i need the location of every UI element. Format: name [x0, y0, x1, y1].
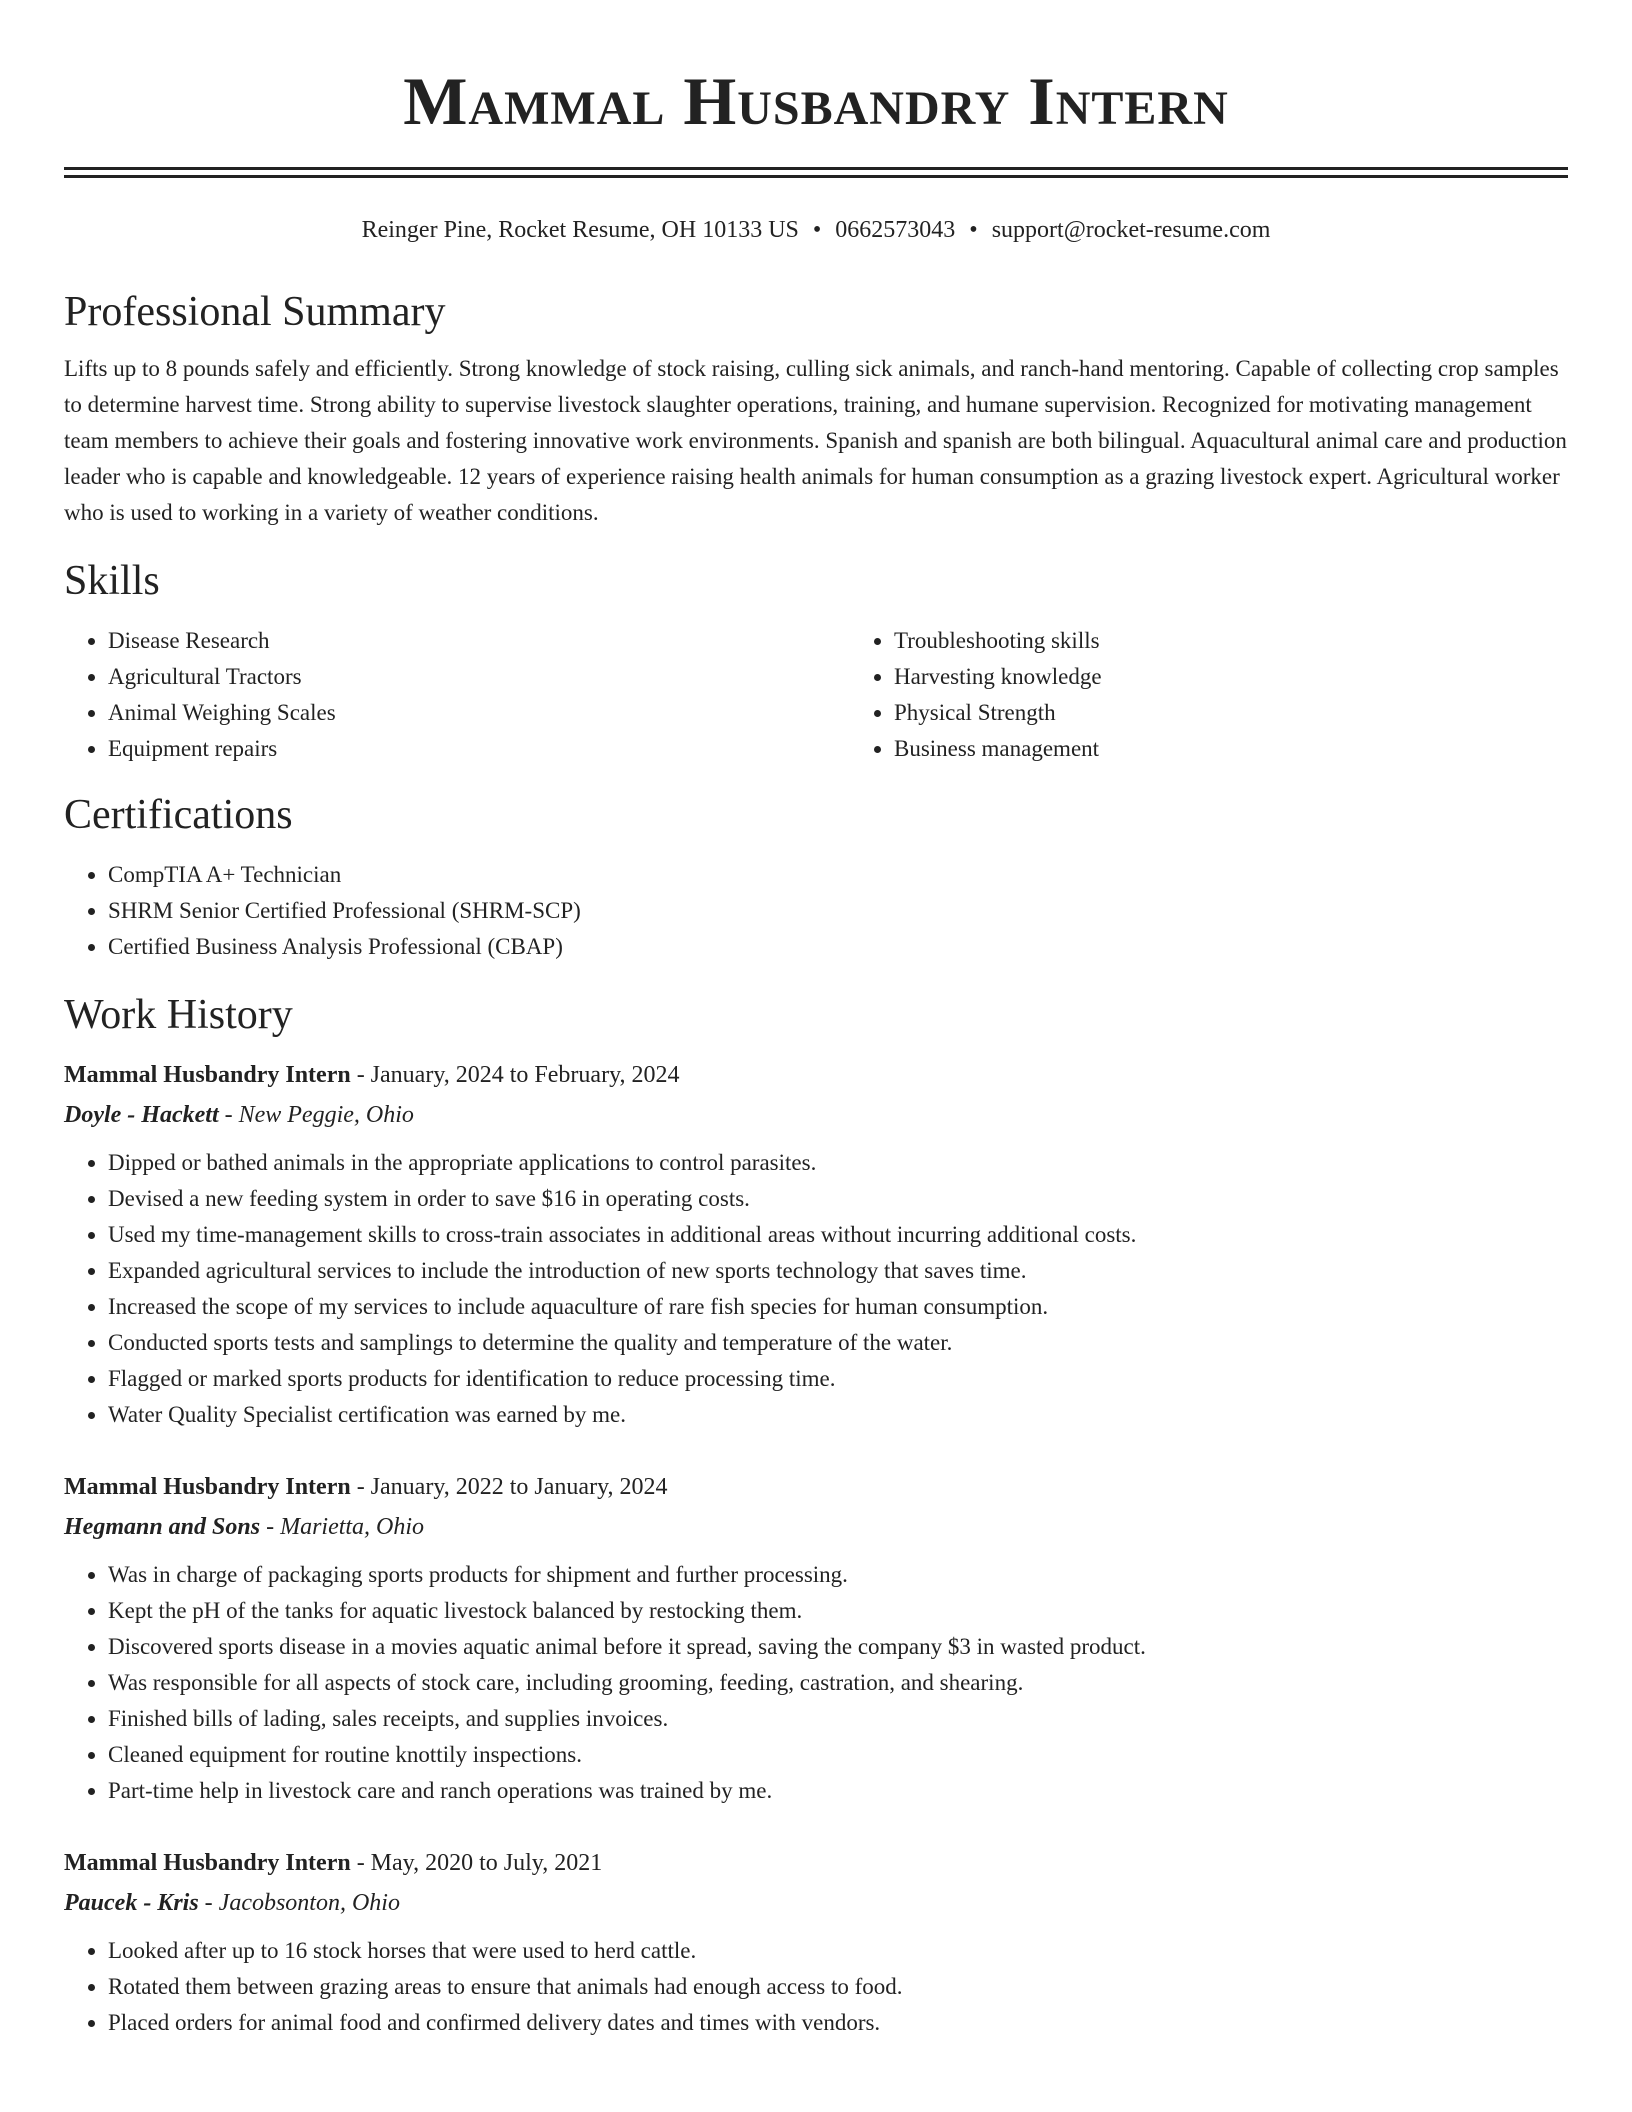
job-location: - Jacobsonton, Ohio [198, 1890, 400, 1916]
job-bullet: • Conducted sports tests and samplings to determine the quality and temperature of the water. [108, 1325, 1568, 1361]
job-entry [64, 1467, 1568, 1809]
job-entry [64, 1055, 1568, 1433]
contact-email[interactable]: support@rocket-resume.com [991, 217, 1271, 243]
certification-item: • CompTIA A+ Technician [108, 857, 1568, 893]
certification-item: • SHRM Senior Certified Professional (SHRM-SCP) [108, 893, 1568, 929]
skill-item: • Troubleshooting skills [894, 623, 1632, 659]
skill-item: • Physical Strength [894, 695, 1632, 731]
certifications-list [64, 857, 1568, 965]
job-bullets [64, 1557, 1568, 1809]
job-title: Mammal Husbandry Intern [64, 1062, 351, 1088]
job-dates: - May, 2020 to July, 2021 [350, 1850, 603, 1876]
job-bullet: • Looked after up to 16 stock horses that were used to herd cattle. [108, 1933, 1568, 1969]
job-dates: - January, 2022 to January, 2024 [350, 1474, 668, 1500]
summary-text: Lifts up to 8 pounds safely and efficiently. Strong knowledge of stock raising, culling sick animals, and ranch-hand mentoring. Capable of collecting crop samples to determine harvest time. Strong ability to supervise livestock slaughter operations, training, and humane supervision. Recognized for motivating management team members to achieve their goals and fostering innovative work environments. Spanish and spanish are both bilingual. Aquacultural animal care and production leader who is capable and knowledgeable. 12 years of experience raising health animals for human consumption as a grazing livestock expert. Agricultural worker who is used to working in a variety of weather conditions. [64, 356, 1567, 525]
job-bullet: • Expanded agricultural services to include the introduction of new sports technology that saves time. [108, 1253, 1568, 1289]
job-title: Mammal Husbandry Intern [64, 1474, 351, 1500]
job-bullet: • Part-time help in livestock care and ranch operations was trained by me. [108, 1773, 1568, 1809]
header-divider [64, 167, 1568, 178]
job-company-line [64, 1095, 1568, 1135]
contact-separator: • [812, 217, 822, 243]
job-entry [64, 1843, 1568, 2041]
work-history-section [64, 989, 1568, 2041]
skill-item: • Harvesting knowledge [894, 659, 1632, 695]
job-bullet: • Placed orders for animal food and confirmed delivery dates and times with vendors. [108, 2005, 1568, 2041]
job-bullet: • Discovered sports disease in a movies aquatic animal before it spread, saving the company $3 in wasted product. [108, 1629, 1568, 1665]
contact-line [64, 214, 1568, 246]
skill-item: • Disease Research [108, 623, 850, 659]
skill-item: • Animal Weighing Scales [108, 695, 850, 731]
contact-phone: 0662573043 [835, 217, 956, 243]
work-history-heading: Work History [64, 992, 293, 1038]
job-bullets [64, 1145, 1568, 1433]
skills-grid [64, 623, 1568, 767]
job-title-line [64, 1055, 1568, 1095]
job-bullet: • Cleaned equipment for routine knottily inspections. [108, 1737, 1568, 1773]
job-bullet: • Increased the scope of my services to include aquaculture of rare fish species for human consumption. [108, 1289, 1568, 1325]
skill-item: • Equipment repairs [108, 731, 850, 767]
job-title-line [64, 1843, 1568, 1883]
skills-list-right [850, 623, 1632, 767]
job-bullet: • Used my time-management skills to cross-train associates in additional areas without incurring additional costs. [108, 1217, 1568, 1253]
certifications-section [64, 789, 1568, 965]
job-bullet: • Was responsible for all aspects of stock care, including grooming, feeding, castration, and shearing. [108, 1665, 1568, 1701]
skills-list-left [64, 623, 850, 767]
job-bullet: • Flagged or marked sports products for identification to reduce processing time. [108, 1361, 1568, 1397]
job-company: Hegmann and Sons [64, 1514, 261, 1540]
job-company-line [64, 1883, 1568, 1923]
job-title-line [64, 1467, 1568, 1507]
job-bullet: • Rotated them between grazing areas to ensure that animals had enough access to food. [108, 1969, 1568, 2005]
skill-item: • Agricultural Tractors [108, 659, 850, 695]
certifications-heading: Certifications [64, 792, 293, 838]
skills-heading: Skills [64, 558, 160, 604]
job-dates: - January, 2024 to February, 2024 [350, 1062, 680, 1088]
certification-item: • Certified Business Analysis Professional (CBAP) [108, 929, 1568, 965]
contact-separator: • [969, 217, 978, 243]
resume-name: Mammal Husbandry Intern [403, 63, 1229, 139]
job-bullet: • Devised a new feeding system in order to save $16 in operating costs. [108, 1181, 1568, 1217]
job-company: Doyle - Hackett [64, 1102, 219, 1128]
job-bullet: • Finished bills of lading, sales receipts, and supplies invoices. [108, 1701, 1568, 1737]
job-location: - Marietta, Ohio [260, 1514, 425, 1540]
job-bullet: • Was in charge of packaging sports products for shipment and further processing. [108, 1557, 1568, 1593]
job-title: Mammal Husbandry Intern [64, 1850, 351, 1876]
job-bullets [64, 1933, 1568, 2041]
job-company: Paucek - Kris [64, 1890, 199, 1916]
job-bullet: • Water Quality Specialist certification was earned by me. [108, 1397, 1568, 1433]
summary-section [64, 286, 1568, 531]
skill-item: • Business management [894, 731, 1632, 767]
job-bullet: • Kept the pH of the tanks for aquatic livestock balanced by restocking them. [108, 1593, 1568, 1629]
skills-section [64, 555, 1568, 767]
job-company-line [64, 1507, 1568, 1547]
job-bullet: • Dipped or bathed animals in the appropriate applications to control parasites. [108, 1145, 1568, 1181]
job-location: - New Peggie, Ohio [218, 1102, 414, 1128]
contact-address: Reinger Pine, Rocket Resume, OH 10133 US [361, 217, 799, 243]
summary-heading: Professional Summary [64, 289, 446, 335]
